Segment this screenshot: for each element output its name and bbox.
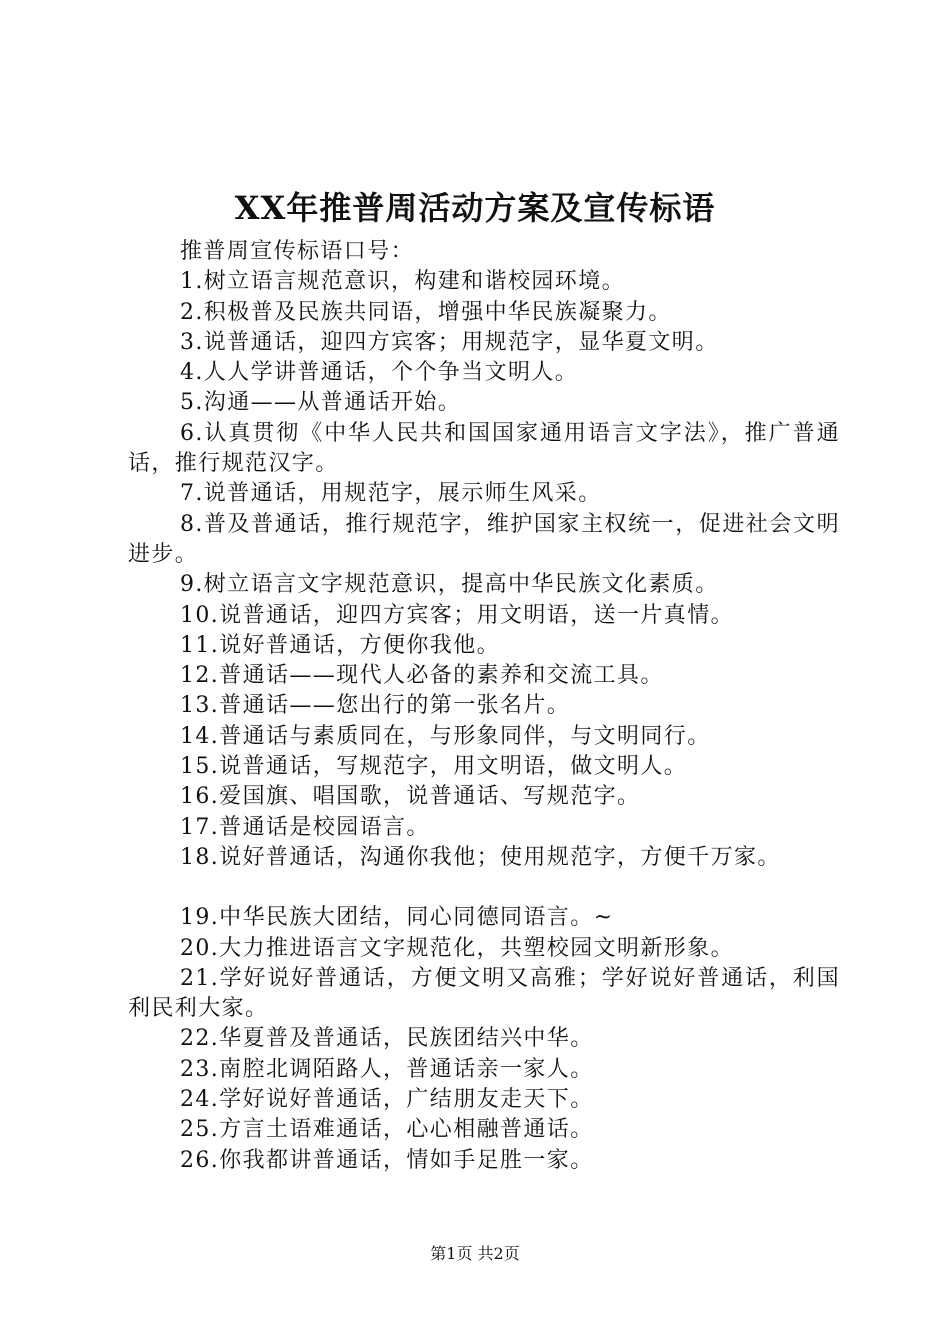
slogan-item: 3.说普通话，迎四方宾客；用规范字，显华夏文明。 <box>180 329 719 355</box>
slogan-item: 9.树立语言文字规范意识，提高中华民族文化素质。 <box>180 572 719 598</box>
slogan-item: 4.人人学讲普通话，个个争当文明人。 <box>180 360 579 386</box>
document-title: XX年推普周活动方案及宣传标语 <box>234 189 716 227</box>
slogan-item: 24.学好说好普通话，广结朋友走天下。 <box>180 1087 594 1113</box>
slogan-item: 16.爱国旗、唱国歌，说普通话、写规范字。 <box>180 784 641 810</box>
slogan-item: 20.大力推进语言文字规范化，共塑校园文明新形象。 <box>180 935 734 961</box>
slogan-item: 12.普通话——现代人必备的素养和交流工具。 <box>180 663 664 689</box>
slogan-item: 7.说普通话，用规范字，展示师生风采。 <box>180 481 602 507</box>
slogan-item: 14.普通话与素质同在，与形象同伴，与文明同行。 <box>180 723 711 749</box>
page-footer: 第1页 共2页 <box>430 1244 520 1263</box>
slogan-item: 22.华夏普及普通话，民族团结兴中华。 <box>180 1026 594 1052</box>
slogan-item: 25.方言土语难通话，心心相融普通话。 <box>180 1117 594 1143</box>
slogan-item: 5.沟通——从普通话开始。 <box>180 390 462 416</box>
slogan-item: 18.说好普通话，沟通你我他；使用规范字，方便千万家。 <box>180 844 781 870</box>
slogan-item: 11.说好普通话，方便你我他。 <box>180 632 500 658</box>
slogan-item: 23.南腔北调陌路人，普通话亲一家人。 <box>180 1056 594 1082</box>
slogan-item: 6.认真贯彻《中华人民共和国国家通用语言文字法》，推广普通话，推行规范汉字。 <box>128 420 840 477</box>
document-body <box>128 237 840 1176</box>
slogan-item: 17.普通话是校园语言。 <box>180 814 430 840</box>
slogan-item: 26.你我都讲普通话，情如手足胜一家。 <box>180 1147 594 1173</box>
slogan-heading: 推普周宣传标语口号： <box>180 239 415 264</box>
slogan-item: 8.普及普通话，推行规范字，维护国家主权统一，促进社会文明进步。 <box>128 511 840 567</box>
slogan-item: 21.学好说好普通话，方便文明又高雅；学好说好普通话，利国利民利大家。 <box>128 965 840 1022</box>
slogan-item: 2.积极普及民族共同语，增强中华民族凝聚力。 <box>180 299 672 325</box>
slogan-item: 10.说普通话，迎四方宾客；用文明语，送一片真情。 <box>180 602 734 628</box>
slogan-item: 13.普通话——您出行的第一张名片。 <box>180 693 571 719</box>
slogan-item: 19.中华民族大团结，同心同德同语言。~ <box>180 905 614 931</box>
slogan-item: 1.树立语言规范意识，构建和谐校园环境。 <box>180 269 625 295</box>
slogan-item: 15.说普通话，写规范字，用文明语，做文明人。 <box>180 754 688 780</box>
